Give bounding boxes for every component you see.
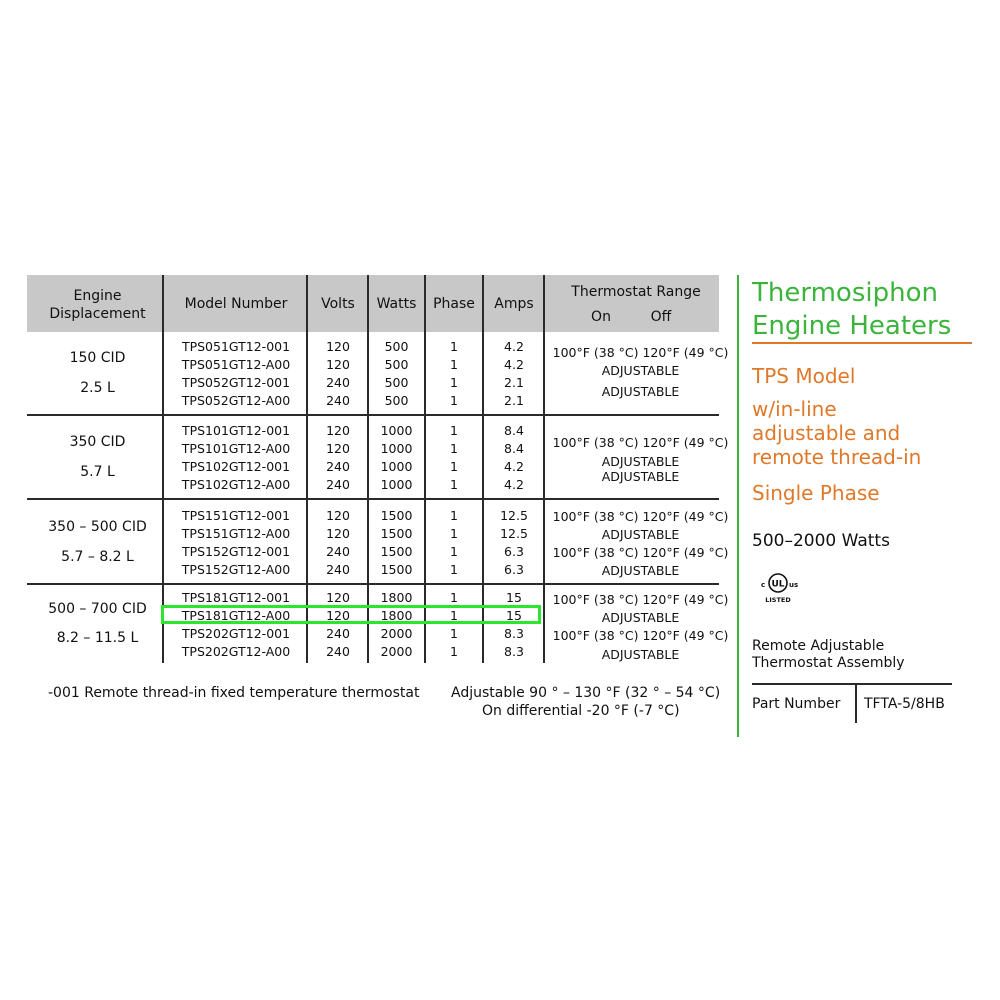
watts-cell: 1800 [380,608,413,623]
title-line: Engine Heaters [752,311,952,341]
description-line: w/in-line [752,397,837,421]
thermostat-text: ADJUSTABLE [601,610,680,625]
phase-cell: 1 [450,375,458,390]
phase-cell: 1 [450,626,458,641]
thermostat-text: ADJUSTABLE [601,469,680,484]
displacement-cid: 150 CID [69,350,126,366]
header-thermostat-range: Thermostat Range [571,284,701,300]
model-cell: TPS181GT12-001 [181,590,291,605]
header-volts: Volts [321,296,355,312]
panel-divider [737,275,739,737]
thermostat-text: ADJUSTABLE [601,647,680,662]
model-cell: TPS152GT12-001 [181,544,291,559]
model-cell: TPS051GT12-A00 [181,357,291,372]
group-separator [27,583,719,585]
phase-cell: 1 [450,590,458,605]
phase-cell: 1 [450,423,458,438]
ul-mark-text: UL [771,579,785,590]
panel-title [752,277,951,343]
single-phase-label: Single Phase [752,481,880,505]
displacement-liters: 5.7 L [80,464,115,480]
watts-cell: 500 [384,375,409,390]
model-cell: TPS102GT12-001 [181,459,291,474]
phase-cell: 1 [450,477,458,492]
thermostat-text: ADJUSTABLE [601,363,680,378]
displacement-cid: 350 CID [69,434,126,450]
volts-cell: 240 [326,544,350,559]
header-watts: Watts [376,296,417,312]
part-number-divider [855,683,857,723]
amps-cell: 6.3 [504,544,524,559]
volts-cell: 120 [326,357,350,372]
tps-model-label: TPS Model [752,364,856,388]
thermostat-text: 100°F (38 °C) 120°F (49 °C) [552,509,729,524]
part-number-label: Part Number [752,696,841,712]
watts-cell: 1800 [380,590,413,605]
phase-cell: 1 [450,339,458,354]
model-cell: TPS151GT12-001 [181,508,291,523]
volts-cell: 240 [326,626,350,641]
model-cell: TPS151GT12-A00 [181,526,291,541]
model-cell: TPS052GT12-001 [181,375,291,390]
volts-cell: 120 [326,608,350,623]
volts-cell: 240 [326,375,350,390]
highlighted-row-box [161,605,541,624]
model-cell: TPS202GT12-001 [181,626,291,641]
header-engine-line1: Engine [73,288,122,304]
model-cell: TPS181GT12-A00 [181,608,291,623]
remote-line: Thermostat Assembly [752,655,905,671]
amps-cell: 8.3 [504,644,524,659]
phase-cell: 1 [450,526,458,541]
watts-range: 500–2000 Watts [752,531,890,551]
watts-cell: 1500 [380,508,413,523]
watts-cell: 1000 [380,423,413,438]
ul-c-text: c [761,581,766,589]
volts-cell: 240 [326,459,350,474]
watts-cell: 500 [384,393,409,408]
amps-cell: 12.5 [500,526,528,541]
footnote-remote-thread-in: -001 Remote thread-in fixed temperature thermostat [48,685,420,701]
description-line: adjustable and [752,421,901,445]
thermostat-text: 100°F (38 °C) 120°F (49 °C) [552,435,729,450]
amps-cell: 8.3 [504,626,524,641]
amps-cell: 12.5 [500,508,528,523]
model-cell: TPS052GT12-A00 [181,393,291,408]
phase-cell: 1 [450,357,458,372]
header-phase: Phase [433,296,475,312]
displacement-liters: 5.7 – 8.2 L [61,549,134,565]
thermostat-text: 100°F (38 °C) 120°F (49 °C) [552,628,729,643]
remote-line: Remote Adjustable [752,638,885,654]
thermostat-text: ADJUSTABLE [601,527,680,542]
amps-cell: 2.1 [504,375,524,390]
amps-cell: 4.2 [504,357,524,372]
footnote-on-differential: On differential -20 °F (-7 °C) [482,703,680,719]
thermostat-text: ADJUSTABLE [601,454,680,469]
displacement-liters: 8.2 – 11.5 L [56,630,139,646]
volts-cell: 240 [326,562,350,577]
part-number-value: TFTA-5/8HB [864,696,945,712]
phase-cell: 1 [450,508,458,523]
volts-cell: 240 [326,393,350,408]
phase-cell: 1 [450,544,458,559]
description-line: remote thread-in [752,445,922,469]
model-cell: TPS102GT12-A00 [181,477,291,492]
model-cell: TPS152GT12-A00 [181,562,291,577]
thermostat-text: 100°F (38 °C) 120°F (49 °C) [552,545,729,560]
title-line: Thermosiphon [752,278,938,308]
model-cell: TPS101GT12-001 [181,423,291,438]
phase-cell: 1 [450,441,458,456]
displacement-cid: 350 – 500 CID [48,519,147,535]
title-underline [752,342,972,344]
volts-cell: 120 [326,423,350,438]
remote-thermostat-label [752,638,905,672]
model-cell: TPS202GT12-A00 [181,644,291,659]
amps-cell: 4.2 [504,477,524,492]
displacement-liters: 2.5 L [80,380,115,396]
model-cell: TPS101GT12-A00 [181,441,291,456]
watts-cell: 1500 [380,526,413,541]
watts-cell: 1500 [380,544,413,559]
thermostat-text: ADJUSTABLE [601,384,680,399]
thermostat-text: 100°F (38 °C) 120°F (49 °C) [552,345,729,360]
model-cell: TPS051GT12-001 [181,339,291,354]
watts-cell: 500 [384,339,409,354]
amps-cell: 8.4 [504,441,524,456]
header-amps: Amps [494,296,534,312]
ul-listed-logo [758,572,804,606]
volts-cell: 120 [326,339,350,354]
watts-cell: 1000 [380,441,413,456]
watts-cell: 1000 [380,459,413,474]
amps-cell: 15 [506,590,522,605]
header-engine-line2: Displacement [49,306,146,322]
volts-cell: 120 [326,590,350,605]
footnote-adjustable-range: Adjustable 90 ° – 130 °F (32 ° – 54 °C) [451,685,721,701]
header-on: On [591,309,611,325]
ul-us-text: us [789,581,799,589]
watts-cell: 1500 [380,562,413,577]
volts-cell: 120 [326,508,350,523]
header-off: Off [650,309,672,325]
amps-cell: 8.4 [504,423,524,438]
part-number-rule [752,683,952,685]
header-engine-displacement [30,287,165,323]
phase-cell: 1 [450,393,458,408]
watts-cell: 500 [384,357,409,372]
thermostat-text: 100°F (38 °C) 120°F (49 °C) [552,592,729,607]
header-model-number: Model Number [184,296,288,312]
group-separator [27,414,719,416]
watts-cell: 2000 [380,644,413,659]
amps-cell: 4.2 [504,459,524,474]
volts-cell: 240 [326,477,350,492]
ul-listed-text: LISTED [765,596,791,604]
phase-cell: 1 [450,644,458,659]
phase-cell: 1 [450,562,458,577]
displacement-cid: 500 – 700 CID [48,601,147,617]
volts-cell: 240 [326,644,350,659]
watts-cell: 1000 [380,477,413,492]
volts-cell: 120 [326,441,350,456]
amps-cell: 6.3 [504,562,524,577]
group-separator [27,498,719,500]
watts-cell: 2000 [380,626,413,641]
phase-cell: 1 [450,608,458,623]
volts-cell: 120 [326,526,350,541]
amps-cell: 2.1 [504,393,524,408]
amps-cell: 15 [506,608,522,623]
amps-cell: 4.2 [504,339,524,354]
phase-cell: 1 [450,459,458,474]
thermostat-text: ADJUSTABLE [601,563,680,578]
